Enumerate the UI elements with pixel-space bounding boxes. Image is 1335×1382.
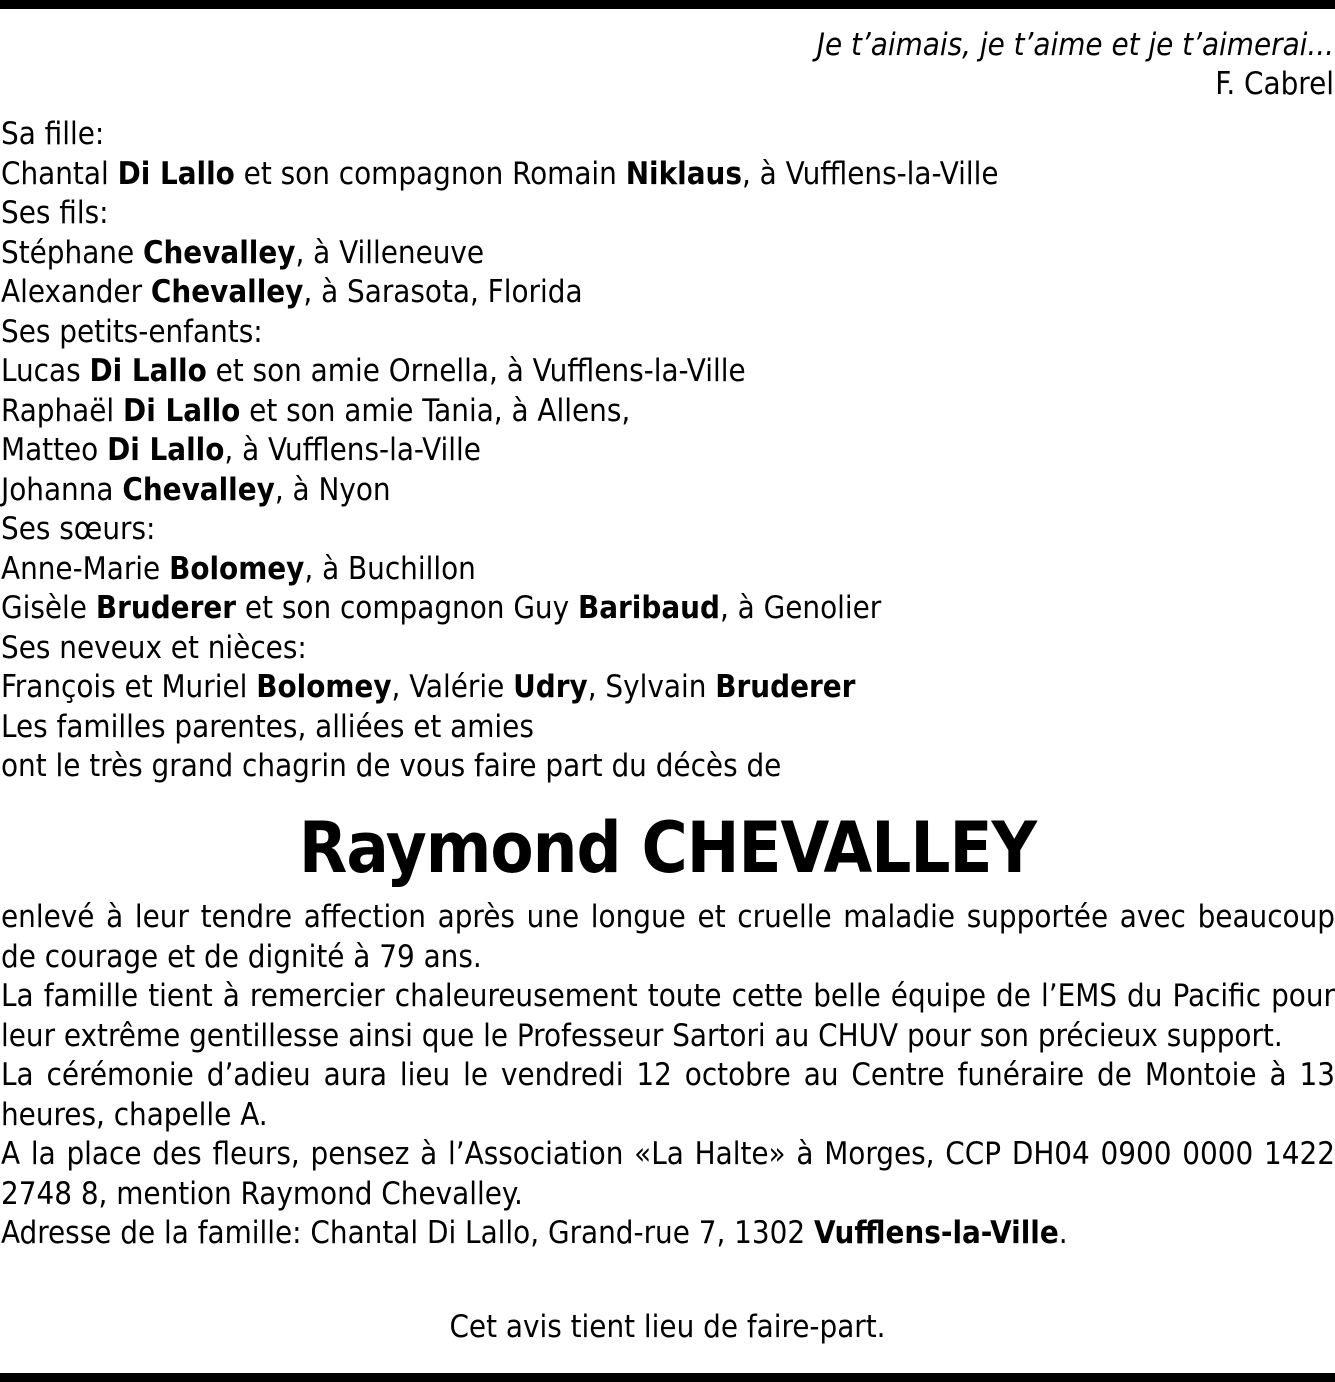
family-line xyxy=(1,234,1335,274)
surname: Chevalley xyxy=(122,471,275,508)
family-line xyxy=(1,550,1335,590)
paragraph-ceremony: La cérémonie d’adieu aura lieu le vendredi 12 octobre au Centre funéraire de Montoie à 13 heures, chapelle A. xyxy=(1,1057,1335,1133)
surname: Udry xyxy=(513,669,588,705)
family-line xyxy=(1,352,1335,392)
paragraph-thanks: La famille tient à remercier chaleureusement toute cette belle équipe de l’EMS du Pacific pour leur extrême gentillesse ainsi que le Professeur Sartori au CHUV pour son précieux support. xyxy=(1,978,1335,1054)
surname: Bruderer xyxy=(95,590,237,626)
surname: Chevalley xyxy=(142,234,296,271)
family-line xyxy=(1,273,1335,313)
top-border-rule xyxy=(0,0,1335,9)
paragraph-address xyxy=(1,1214,1335,1254)
address-town: Vufflens-la-Ville xyxy=(814,1215,1059,1251)
bottom-border-rule xyxy=(0,1373,1335,1382)
text-span: , à Nyon xyxy=(274,471,391,508)
family-line xyxy=(1,155,1335,195)
text-span: Anne-Marie xyxy=(1,550,170,587)
text-span: Alexander xyxy=(1,274,151,310)
text-span: Johanna xyxy=(1,471,123,508)
closing-line: Cet avis tient lieu de faire-part. xyxy=(449,1309,886,1345)
text-span: , Sylvain xyxy=(587,669,716,705)
text-span: , Valérie xyxy=(391,669,514,705)
epigraph xyxy=(817,26,1334,104)
text-span: , à Sarasota, Florida xyxy=(303,274,583,310)
surname: Chevalley xyxy=(150,274,304,310)
family-heading-daughter: Sa fille: xyxy=(1,116,105,152)
family-line xyxy=(1,589,1335,629)
text-span: , à Villeneuve xyxy=(295,234,485,271)
surname: Bruderer xyxy=(715,669,856,705)
surname: Bolomey xyxy=(169,550,305,587)
epigraph-author: F. Cabrel xyxy=(1215,66,1334,102)
family-heading-sons: Ses fils: xyxy=(1,195,109,231)
family-heading-sisters: Ses sœurs: xyxy=(1,511,156,547)
epigraph-quote: Je t’aimais, je t’aime et je t’aimerai... xyxy=(816,27,1334,63)
surname: Di Lallo xyxy=(89,353,207,389)
text-span: Gisèle xyxy=(1,590,96,626)
text-span: Adresse de la famille: Chantal Di Lallo, Grand-rue 7, 1302 xyxy=(1,1215,814,1251)
text-span: Matteo xyxy=(1,432,108,468)
text-span: , à Buchillon xyxy=(304,550,476,587)
family-list xyxy=(1,115,1335,787)
announcement-line: ont le très grand chagrin de vous faire part du décès de xyxy=(1,748,782,784)
surname: Di Lallo xyxy=(117,155,235,192)
surname: Di Lallo xyxy=(107,432,225,468)
family-line xyxy=(1,471,1335,511)
paragraph-tribute: enlevé à leur tendre affection après une longue et cruelle maladie supportée avec beaucoup de courage et de dignité à 79 ans. xyxy=(1,899,1335,975)
surname: Baribaud xyxy=(577,590,720,626)
family-line: Les familles parentes, alliées et amies xyxy=(1,708,534,745)
surname: Niklaus xyxy=(625,155,742,192)
notice-body xyxy=(1,898,1335,1254)
text-span: et son amie Tania, à Allens, xyxy=(240,392,631,429)
family-line xyxy=(1,392,1335,432)
family-line xyxy=(1,668,1335,708)
family-line xyxy=(1,431,1335,471)
family-heading-nephews: Ses neveux et nièces: xyxy=(1,629,307,666)
text-span: et son compagnon Romain xyxy=(234,155,626,192)
text-span: Chantal xyxy=(1,155,118,192)
text-span: Lucas xyxy=(1,353,90,389)
deceased-name: Raymond CHEVALLEY xyxy=(298,807,1037,889)
paragraph-donation: A la place des fleurs, pensez à l’Association «La Halte» à Morges, CCP DH04 0900 0000 1422 2748 8, mention Raymond Chevalley. xyxy=(1,1136,1335,1212)
text-span: Raphaël xyxy=(1,392,124,429)
text-span: , à Vufflens-la-Ville xyxy=(741,155,999,192)
text-span: François et Muriel xyxy=(1,669,257,705)
text-span: Stéphane xyxy=(1,234,143,271)
text-span: et son amie Ornella, à Vufflens-la-Ville xyxy=(206,353,746,389)
text-span: et son compagnon Guy xyxy=(236,590,578,626)
text-span: , à Vufflens-la-Ville xyxy=(224,432,481,468)
surname: Di Lallo xyxy=(123,392,241,429)
surname: Bolomey xyxy=(256,669,392,705)
text-span: , à Genolier xyxy=(719,590,882,626)
family-heading-grandchildren: Ses petits-enfants: xyxy=(1,313,263,350)
text-span: . xyxy=(1058,1215,1068,1251)
